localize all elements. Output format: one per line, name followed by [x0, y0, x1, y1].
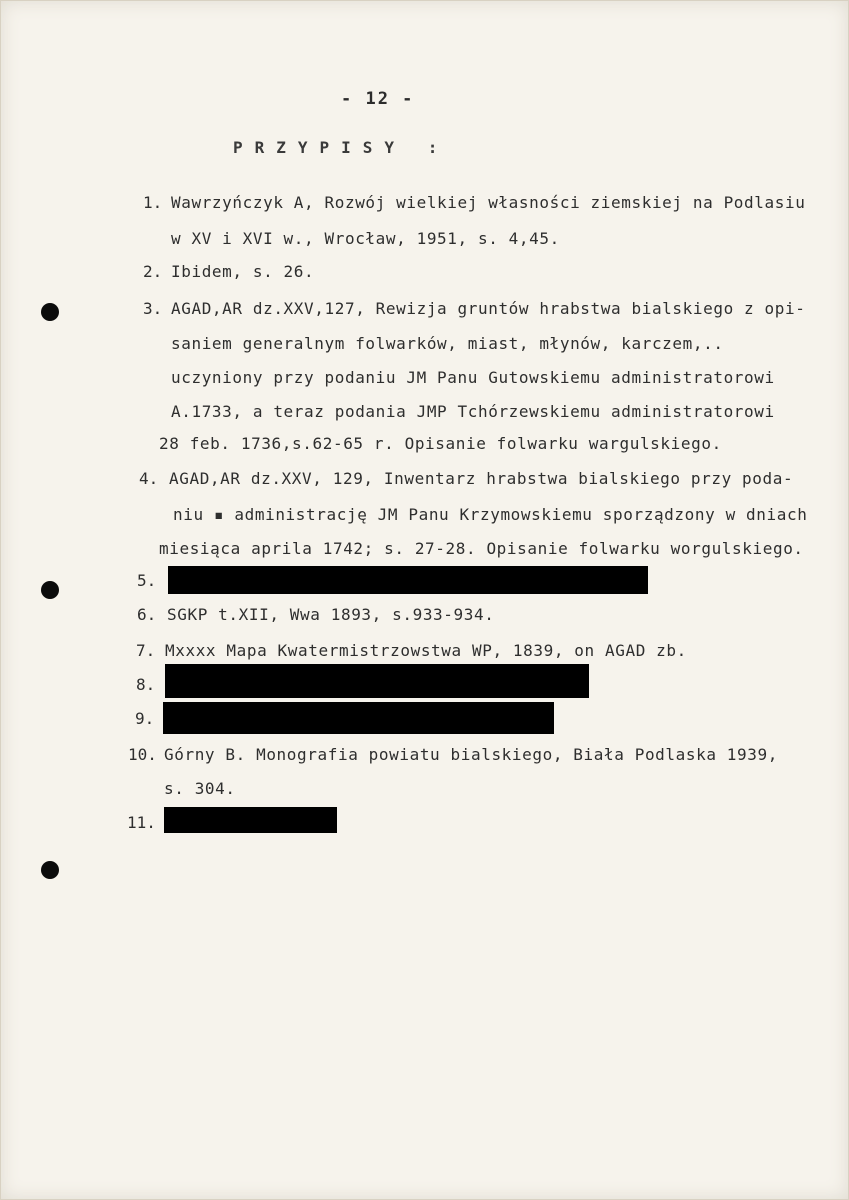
punch-hole-bottom: [41, 861, 59, 879]
footnote-line: Wawrzyńczyk A, Rozwój wielkiej własności ziemskiej na Podlasiu: [171, 193, 806, 212]
footnote-number: 8.: [136, 675, 156, 694]
footnote-number: 3.: [143, 299, 163, 318]
footnote-line: w XV i XVI w., Wrocław, 1951, s. 4,45.: [171, 229, 560, 248]
footnote-line: saniem generalnym folwarków, miast, młynów, karczem,..: [171, 334, 724, 353]
footnote-line: Ibidem, s. 26.: [171, 262, 315, 281]
redaction-bar: [165, 664, 589, 698]
redaction-bar: [163, 702, 554, 734]
footnote-number: 7.: [136, 641, 156, 660]
footnote-line: SGKP t.XII, Wwa 1893, s.933-934.: [167, 605, 495, 624]
footnote-number: 5.: [137, 571, 157, 590]
footnote-line: A.1733, a teraz podania JMP Tchórzewskiemu administratorowi: [171, 402, 775, 421]
footnote-line: s. 304.: [164, 779, 236, 798]
punch-hole-top: [41, 303, 59, 321]
redaction-bar: [168, 566, 648, 594]
footnote-number: 11.: [127, 813, 156, 832]
footnote-number: 6.: [137, 605, 157, 624]
footnote-line: Górny B. Monografia powiatu bialskiego, Biała Podlaska 1939,: [164, 745, 778, 764]
footnotes-heading: PRZYPISY :: [233, 138, 450, 157]
footnote-line: uczyniony przy podaniu JM Panu Gutowskiemu administratorowi: [171, 368, 775, 387]
page-edge-shadow: [1, 1, 848, 1199]
footnote-line: AGAD,AR dz.XXV, 129, Inwentarz hrabstwa bialskiego przy poda-: [169, 469, 794, 488]
footnote-number: 10.: [128, 745, 157, 764]
footnote-number: 4.: [139, 469, 159, 488]
punch-hole-middle: [41, 581, 59, 599]
footnote-line: 28 feb. 1736,s.62-65 r. Opisanie folwarku wargulskiego.: [159, 434, 722, 453]
redaction-bar: [164, 807, 337, 833]
footnote-line: Mxxxx Mapa Kwatermistrzowstwa WP, 1839, on AGAD zb.: [165, 641, 687, 660]
page-number: - 12 -: [341, 89, 415, 109]
footnote-line: AGAD,AR dz.XXV,127, Rewizja gruntów hrabstwa bialskiego z opi-: [171, 299, 806, 318]
footnote-number: 1.: [143, 193, 163, 212]
footnote-line: miesiąca aprila 1742; s. 27-28. Opisanie folwarku worgulskiego.: [159, 539, 804, 558]
footnote-line: niu ▪ administrację JM Panu Krzymowskiemu sporządzony w dniach: [173, 505, 808, 524]
footnote-number: 9.: [135, 709, 155, 728]
footnote-number: 2.: [143, 262, 163, 281]
